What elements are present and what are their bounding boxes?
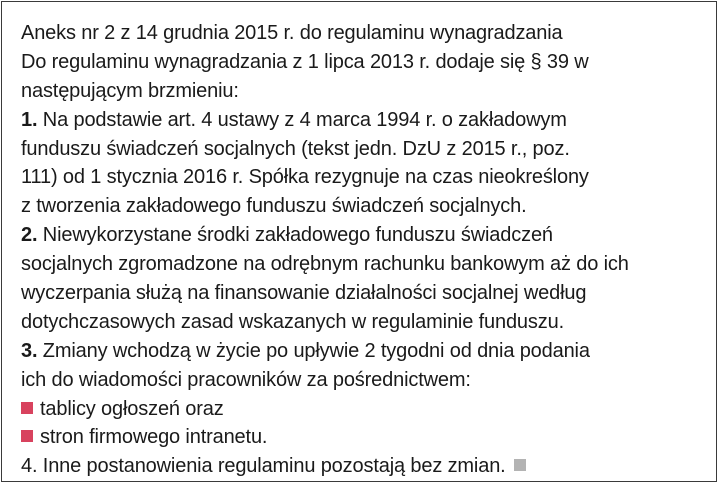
annex-text (21, 19, 711, 481)
bullet-item (21, 423, 711, 452)
intro-line: Do regulaminu wynagradzania z 1 lipca 2013 r. dodaje się § 39 w (21, 50, 589, 73)
point-3-text: Zmiany wchodzą w życie po upływie 2 tygodni od dnia podania (37, 339, 590, 362)
point-1-line: z tworzenia zakładowego funduszu świadczeń socjalnych. (21, 195, 527, 218)
point-1-line: funduszu świadczeń socjalnych (tekst jedn. DzU z 2015 r., poz. (21, 137, 570, 160)
square-bullet-icon (21, 430, 33, 442)
bullet-item (21, 395, 711, 424)
point-2-text: Niewykorzystane środki zakładowego funduszu świadczeń (37, 224, 553, 247)
annex-box (1, 1, 717, 482)
annex-title: Aneks nr 2 z 14 grudnia 2015 r. do regulaminu wynagradzania (21, 22, 563, 44)
point-3-line: ich do wiadomości pracowników za pośrednictwem: (21, 368, 471, 391)
point-1-line: 111) od 1 stycznia 2016 r. Spółka rezygnuje na czas nieokreślony (21, 166, 589, 189)
bullet-text: tablicy ogłoszeń oraz (40, 397, 224, 420)
point-2-line: wyczerpania służą na finansowanie działalności socjalnej według (21, 282, 587, 305)
point-2-line: socjalnych zgromadzone na odrębnym rachunku bankowym aż do ich (21, 253, 629, 276)
point-2-line: dotychczasowych zasad wskazanych w regulaminie funduszu. (21, 310, 564, 333)
intro-line: następującym brzmieniu: (21, 79, 239, 102)
bullet-text: stron firmowego intranetu. (40, 426, 268, 449)
point-4-line (21, 452, 711, 481)
point-3-line (21, 337, 711, 366)
end-square-icon (514, 459, 526, 471)
square-bullet-icon (21, 402, 33, 414)
point-1-number: 1. (21, 108, 38, 131)
point-1-text: Na podstawie art. 4 ustawy z 4 marca 1994 r. o zakładowym (37, 108, 567, 131)
point-4-text: 4. Inne postanowienia regulaminu pozostają bez zmian. (21, 455, 506, 478)
point-1-line (21, 106, 711, 135)
point-3-number: 3. (21, 339, 38, 362)
point-2-number: 2. (21, 224, 38, 247)
point-2-line (21, 221, 711, 250)
